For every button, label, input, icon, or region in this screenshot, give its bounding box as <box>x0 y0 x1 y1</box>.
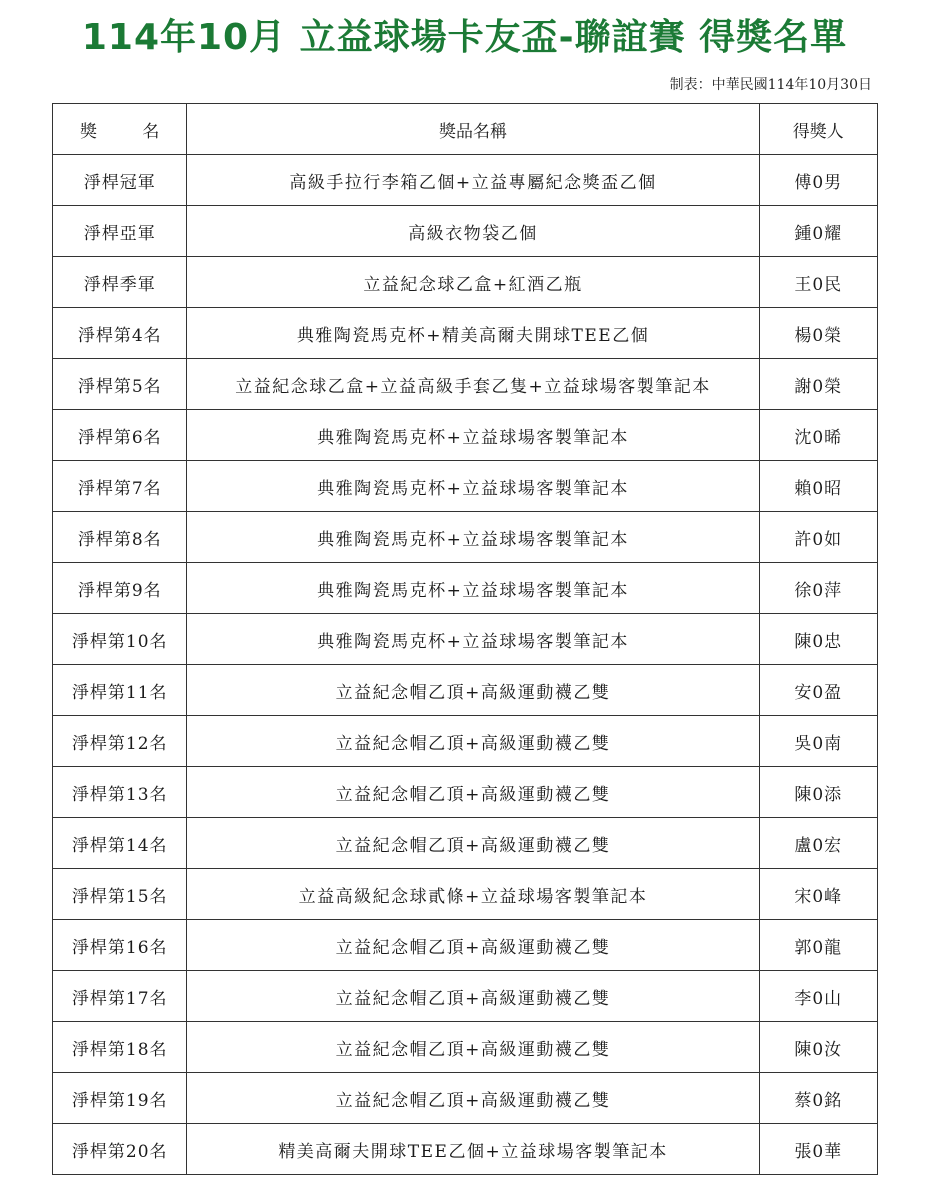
table-row <box>53 971 878 1022</box>
winner-cell: 王0民 <box>759 257 877 308</box>
rank-cell: 淨桿第19名 <box>53 1073 187 1124</box>
winner-cell: 陳0汝 <box>759 1022 877 1073</box>
rank-cell: 淨桿第4名 <box>53 308 187 359</box>
table-row <box>53 308 878 359</box>
rank-cell: 淨桿第12名 <box>53 716 187 767</box>
rank-cell: 淨桿第11名 <box>53 665 187 716</box>
table-row <box>53 716 878 767</box>
table-row <box>53 257 878 308</box>
rank-cell: 淨桿第20名 <box>53 1124 187 1175</box>
table-row <box>53 512 878 563</box>
winner-cell: 楊0榮 <box>759 308 877 359</box>
header-prize: 獎品名稱 <box>187 104 759 155</box>
prize-cell: 典雅陶瓷馬克杯+立益球場客製筆記本 <box>187 410 759 461</box>
rank-cell: 淨桿亞軍 <box>53 206 187 257</box>
prize-cell: 立益紀念帽乙頂+高級運動襪乙雙 <box>187 1073 759 1124</box>
winner-cell: 宋0峰 <box>759 869 877 920</box>
prize-cell: 立益紀念球乙盒+紅酒乙瓶 <box>187 257 759 308</box>
table-row <box>53 818 878 869</box>
table-row <box>53 359 878 410</box>
prize-cell: 立益紀念帽乙頂+高級運動襪乙雙 <box>187 971 759 1022</box>
winner-cell: 徐0萍 <box>759 563 877 614</box>
winner-cell: 陳0添 <box>759 767 877 818</box>
awards-table <box>52 103 878 1175</box>
rank-cell: 淨桿第9名 <box>53 563 187 614</box>
prize-cell: 高級衣物袋乙個 <box>187 206 759 257</box>
winner-cell: 李0山 <box>759 971 877 1022</box>
winner-cell: 吳0南 <box>759 716 877 767</box>
rank-cell: 淨桿季軍 <box>53 257 187 308</box>
prize-cell: 立益紀念帽乙頂+高級運動襪乙雙 <box>187 665 759 716</box>
rank-cell: 淨桿第14名 <box>53 818 187 869</box>
table-row <box>53 410 878 461</box>
winner-cell: 安0盈 <box>759 665 877 716</box>
winner-cell: 沈0晞 <box>759 410 877 461</box>
rank-cell: 淨桿第8名 <box>53 512 187 563</box>
prize-cell: 典雅陶瓷馬克杯+立益球場客製筆記本 <box>187 563 759 614</box>
winner-cell: 許0如 <box>759 512 877 563</box>
table-row <box>53 614 878 665</box>
rank-cell: 淨桿第15名 <box>53 869 187 920</box>
prize-cell: 立益紀念帽乙頂+高級運動襪乙雙 <box>187 716 759 767</box>
table-row <box>53 1073 878 1124</box>
table-body <box>53 155 878 1175</box>
prize-cell: 立益紀念帽乙頂+高級運動襪乙雙 <box>187 920 759 971</box>
winner-cell: 賴0昭 <box>759 461 877 512</box>
rank-cell: 淨桿第13名 <box>53 767 187 818</box>
prize-cell: 典雅陶瓷馬克杯+立益球場客製筆記本 <box>187 614 759 665</box>
winner-cell: 鍾0耀 <box>759 206 877 257</box>
prize-cell: 典雅陶瓷馬克杯+立益球場客製筆記本 <box>187 461 759 512</box>
rank-cell: 淨桿第18名 <box>53 1022 187 1073</box>
winner-cell: 蔡0銘 <box>759 1073 877 1124</box>
rank-cell: 淨桿第7名 <box>53 461 187 512</box>
table-row <box>53 206 878 257</box>
rank-cell: 淨桿第5名 <box>53 359 187 410</box>
prize-cell: 立益紀念帽乙頂+高級運動襪乙雙 <box>187 818 759 869</box>
table-row <box>53 1124 878 1175</box>
header-rank: 獎 名 <box>53 104 187 155</box>
prize-cell: 立益紀念球乙盒+立益高級手套乙隻+立益球場客製筆記本 <box>187 359 759 410</box>
rank-cell: 淨桿冠軍 <box>53 155 187 206</box>
table-row <box>53 869 878 920</box>
rank-cell: 淨桿第17名 <box>53 971 187 1022</box>
page-title: 114年10月 立益球場卡友盃-聯誼賽 得獎名單 <box>81 17 848 58</box>
table-header-row <box>53 104 878 155</box>
table-row <box>53 767 878 818</box>
winner-cell: 郭0龍 <box>759 920 877 971</box>
rank-cell: 淨桿第10名 <box>53 614 187 665</box>
table-row <box>53 920 878 971</box>
winner-cell: 陳0忠 <box>759 614 877 665</box>
winner-cell: 謝0榮 <box>759 359 877 410</box>
prize-cell: 高級手拉行李箱乙個+立益專屬紀念獎盃乙個 <box>187 155 759 206</box>
header-winner: 得獎人 <box>759 104 877 155</box>
prize-cell: 立益高級紀念球貳條+立益球場客製筆記本 <box>187 869 759 920</box>
rank-cell: 淨桿第6名 <box>53 410 187 461</box>
winner-cell: 張0華 <box>759 1124 877 1175</box>
winner-cell: 盧0宏 <box>759 818 877 869</box>
prize-cell: 典雅陶瓷馬克杯+立益球場客製筆記本 <box>187 512 759 563</box>
table-row <box>53 155 878 206</box>
table-row <box>53 563 878 614</box>
rank-cell: 淨桿第16名 <box>53 920 187 971</box>
table-row <box>53 461 878 512</box>
prize-cell: 立益紀念帽乙頂+高級運動襪乙雙 <box>187 1022 759 1073</box>
table-row <box>53 665 878 716</box>
prize-cell: 典雅陶瓷馬克杯+精美高爾夫開球TEE乙個 <box>187 308 759 359</box>
made-date: 制表：中華民國114年10月30日 <box>669 77 872 93</box>
table-row <box>53 1022 878 1073</box>
prize-cell: 精美高爾夫開球TEE乙個+立益球場客製筆記本 <box>187 1124 759 1175</box>
winner-cell: 傅0男 <box>759 155 877 206</box>
prize-cell: 立益紀念帽乙頂+高級運動襪乙雙 <box>187 767 759 818</box>
